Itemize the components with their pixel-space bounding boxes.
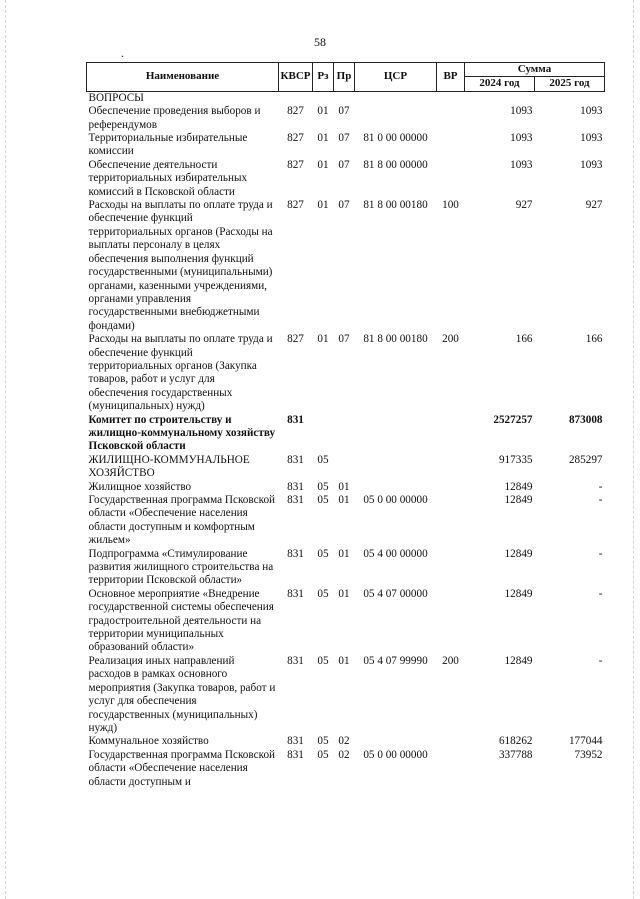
cell-2025: 1093 xyxy=(580,132,603,145)
cell-kvsr: 831 xyxy=(287,748,304,761)
cell-csr xyxy=(355,454,437,481)
cell-2024: 12849 xyxy=(504,494,533,506)
cell-pr: 01 xyxy=(338,547,350,560)
table-row xyxy=(87,132,605,159)
cell-name: Реализация иных направлений расходов в рамках основного мероприятия (Закупка товаров, работ и услуг для обеспечения государственных (муниципальных) нужд) xyxy=(88,654,276,734)
cell-rz: 01 xyxy=(317,132,329,145)
cell-csr: 05 0 00 00000 xyxy=(363,748,428,761)
cell-vr xyxy=(437,454,465,481)
cell-2025 xyxy=(535,91,605,105)
cell-name: Обеспечение проведения выборов и референдумов xyxy=(88,105,261,131)
cell-2024: 2527257 xyxy=(493,413,533,426)
cell-2025: - xyxy=(598,547,603,560)
cell-vr: 200 xyxy=(442,333,459,346)
table-header xyxy=(87,63,605,92)
cell-2024: 917335 xyxy=(498,453,533,466)
cell-2025: - xyxy=(598,587,603,600)
header-2025: 2025 год xyxy=(535,77,605,91)
cell-pr: 02 xyxy=(338,735,350,748)
table-row xyxy=(87,159,605,199)
header-rz: Рз xyxy=(313,63,334,92)
cell-kvsr: 827 xyxy=(287,105,304,118)
cell-csr xyxy=(355,414,437,454)
cell-pr: 02 xyxy=(338,748,350,761)
cell-csr: 05 4 07 00000 xyxy=(363,587,428,600)
table-row xyxy=(87,735,605,748)
cell-kvsr: 831 xyxy=(287,453,304,466)
cell-rz xyxy=(313,414,334,454)
cell-kvsr: 827 xyxy=(287,199,304,212)
cell-kvsr: 831 xyxy=(287,654,304,667)
cell-rz: 01 xyxy=(317,105,329,118)
table-row xyxy=(87,548,605,588)
budget-table xyxy=(86,62,605,789)
cell-pr xyxy=(334,414,355,454)
cell-2024: 618262 xyxy=(498,735,533,748)
page-number: 58 xyxy=(314,35,326,49)
cell-2024: 1093 xyxy=(510,158,533,171)
cell-vr xyxy=(437,105,465,132)
cell-name: Государственная программа Псковской области «Обеспечение населения области доступным и xyxy=(88,748,276,788)
table-row xyxy=(87,454,605,481)
cell-csr: 05 4 00 00000 xyxy=(363,547,428,560)
cell-name: ЖИЛИЩНО-КОММУНАЛЬНОЕ ХОЗЯЙСТВО xyxy=(88,453,250,480)
cell-2025: - xyxy=(598,654,603,667)
cell-2025: 873008 xyxy=(568,413,603,426)
cell-csr: 81 8 00 00000 xyxy=(363,158,428,171)
cell-name: Подпрограмма «Стимулирование развития жилищного строительства на территории Псковской области» xyxy=(88,547,274,587)
cell-2025: 285297 xyxy=(568,453,603,466)
cell-kvsr: 831 xyxy=(287,587,304,600)
cell-vr xyxy=(437,749,465,789)
table-row xyxy=(87,481,605,494)
cell-vr xyxy=(437,414,465,454)
cell-csr xyxy=(355,481,437,494)
cell-2024 xyxy=(465,91,535,105)
cell-2024: 12849 xyxy=(504,547,533,560)
cell-name: Основное мероприятие «Внедрение государственной системы обеспечения градостроительной деятельности на территории муниципальных образований области» xyxy=(88,587,274,654)
cell-csr: 05 0 00 00000 xyxy=(363,494,428,506)
cell-kvsr: 831 xyxy=(287,494,304,506)
header-sum: Сумма xyxy=(465,63,605,77)
cell-pr: 07 xyxy=(338,132,350,145)
cell-rz: 05 xyxy=(317,494,329,506)
cell-csr: 81 8 00 00180 xyxy=(363,199,428,212)
cell-csr: 81 8 00 00180 xyxy=(363,333,428,346)
cell-2024: 166 xyxy=(515,333,533,346)
cell-2025: 1093 xyxy=(580,105,603,118)
cell-pr xyxy=(334,454,355,481)
cell-rz: 01 xyxy=(317,158,329,171)
cell-vr: 100 xyxy=(442,199,459,212)
cell-kvsr: 827 xyxy=(287,158,304,171)
cell-rz: 01 xyxy=(317,333,329,346)
cell-2025: 177044 xyxy=(568,735,603,748)
cell-name: ВОПРОСЫ xyxy=(88,91,144,104)
header-csr: ЦСР xyxy=(355,63,437,92)
cell-csr xyxy=(355,105,437,132)
cell-kvsr xyxy=(279,91,313,105)
table-row xyxy=(87,749,605,789)
cell-2024: 12849 xyxy=(504,587,533,600)
cell-pr: 07 xyxy=(338,199,350,212)
cell-kvsr: 827 xyxy=(287,333,304,346)
table-row xyxy=(87,333,605,413)
cell-2025: - xyxy=(598,480,603,493)
cell-rz: 05 xyxy=(317,735,329,748)
scan-edge-right xyxy=(633,0,635,899)
cell-pr: 07 xyxy=(338,333,350,346)
cell-pr: 01 xyxy=(338,494,350,506)
cell-kvsr: 827 xyxy=(287,132,304,145)
table-row xyxy=(87,494,605,548)
cell-vr xyxy=(437,91,465,105)
header-kvsr: КВСР xyxy=(279,63,313,92)
header-name: Наименование xyxy=(87,63,279,92)
cell-csr xyxy=(355,91,437,105)
cell-rz: 05 xyxy=(317,654,329,667)
cell-vr xyxy=(437,132,465,159)
scan-mark: . xyxy=(121,46,124,60)
cell-2024: 1093 xyxy=(510,132,533,145)
cell-kvsr: 831 xyxy=(287,413,304,426)
cell-rz: 05 xyxy=(317,547,329,560)
cell-vr xyxy=(437,159,465,199)
cell-rz: 05 xyxy=(317,748,329,761)
table-body xyxy=(87,91,605,789)
cell-pr: 01 xyxy=(338,654,350,667)
cell-csr: 05 4 07 99990 xyxy=(363,654,428,667)
cell-2025: 1093 xyxy=(580,158,603,171)
cell-name: Расходы на выплаты по оплате труда и обеспечение функций территориальных органов (Расходы на выплаты персоналу в целях обеспечения выполнения функций государственными (муниципальными) органами, казенными учреждениями, органами управления государственными внебюджетными фондами) xyxy=(88,199,273,332)
cell-name: Коммунальное хозяйство xyxy=(88,735,209,748)
cell-2025: 73952 xyxy=(574,748,603,761)
table-row xyxy=(87,414,605,454)
cell-pr: 01 xyxy=(338,480,350,493)
cell-2025: 166 xyxy=(585,333,603,346)
table-row xyxy=(87,199,605,333)
table-row xyxy=(87,105,605,132)
cell-name: Жилищное хозяйство xyxy=(88,480,192,493)
cell-vr xyxy=(437,588,465,655)
table-row xyxy=(87,91,605,105)
cell-2025: - xyxy=(598,494,603,506)
cell-vr xyxy=(437,548,465,588)
cell-vr xyxy=(437,494,465,548)
header-pr: Пр xyxy=(334,63,355,92)
cell-name: Комитет по строительству и жилищно-коммунальному хозяйству Псковской области xyxy=(88,413,276,453)
cell-vr xyxy=(437,735,465,748)
cell-pr xyxy=(334,91,355,105)
cell-2024: 1093 xyxy=(510,105,533,118)
cell-pr: 07 xyxy=(338,158,350,171)
cell-csr: 81 0 00 00000 xyxy=(363,132,428,145)
cell-2024: 337788 xyxy=(498,748,533,761)
cell-2025: 927 xyxy=(585,199,603,212)
table-row xyxy=(87,655,605,735)
cell-name: Государственная программа Псковской области «Обеспечение населения области доступным и комфортным жильем» xyxy=(88,494,276,547)
cell-pr: 01 xyxy=(338,587,350,600)
cell-csr xyxy=(355,735,437,748)
cell-rz xyxy=(313,91,334,105)
cell-vr: 200 xyxy=(442,654,459,667)
cell-2024: 12849 xyxy=(504,654,533,667)
cell-vr xyxy=(437,481,465,494)
cell-rz: 05 xyxy=(317,480,329,493)
table-row xyxy=(87,588,605,655)
cell-name: Обеспечение деятельности территориальных избирательных комиссий в Псковской области xyxy=(88,158,248,198)
cell-kvsr: 831 xyxy=(287,480,304,493)
cell-name: Расходы на выплаты по оплате труда и обеспечение функций территориальных органов (Закупка товаров, работ и услуг для обеспечения государственных (муниципальных) нужд) xyxy=(88,333,273,413)
header-2024: 2024 год xyxy=(465,77,535,91)
cell-2024: 12849 xyxy=(504,480,533,493)
cell-name: Территориальные избирательные комиссии xyxy=(88,132,248,158)
cell-rz: 01 xyxy=(317,199,329,212)
scan-edge-left xyxy=(5,0,7,899)
header-vr: ВР xyxy=(437,63,465,92)
cell-kvsr: 831 xyxy=(287,547,304,560)
cell-pr: 07 xyxy=(338,105,350,118)
cell-rz: 05 xyxy=(317,453,329,466)
cell-kvsr: 831 xyxy=(287,735,304,748)
cell-2024: 927 xyxy=(515,199,533,212)
cell-rz: 05 xyxy=(317,587,329,600)
